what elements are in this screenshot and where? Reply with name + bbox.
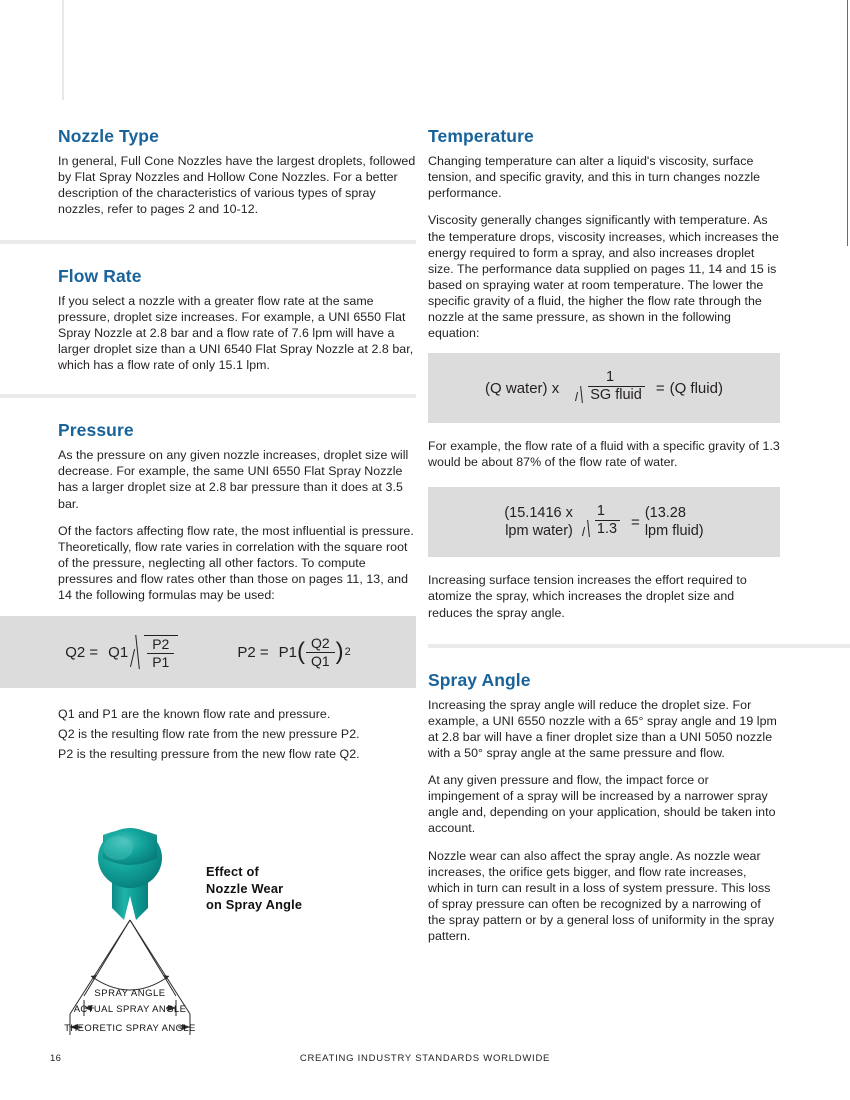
divider-above-flow-rate — [0, 240, 416, 244]
formula-q2-lhs: Q2 = — [65, 643, 99, 661]
lpm-example-formula-box — [428, 487, 780, 557]
section-spray-angle — [428, 670, 780, 944]
section-temperature — [428, 126, 780, 341]
nozzle-type-paragraph-1: In general, Full Cone Nozzles have the largest droplets, followed by Flat Spray Nozzles and Hollow Cone Nozzles. For a better description of the characteristics of various types of spray nozzles, refer to pages 2 and 10-12. — [58, 154, 416, 217]
pressure-paragraph-1: As the pressure on any given nozzle increases, droplet size will decrease. For example, the same UNI 6550 Flat Spray Nozzle has a larger droplet size at 2.8 bar pressure than it does at 3.5 bar. — [58, 448, 409, 511]
pressure-formula-box — [0, 616, 416, 688]
lpm-formula-denominator: 1.3 — [595, 520, 620, 537]
temperature-heading: Temperature — [428, 126, 534, 146]
formula-p2-lhs: P2 = — [237, 643, 269, 661]
sg-formula-numerator: 1 — [605, 368, 615, 385]
right-column — [428, 126, 780, 944]
flow-rate-heading: Flow Rate — [58, 265, 142, 286]
section-nozzle-type — [58, 126, 416, 218]
spray-angle-paragraph-3: Nozzle wear can also affect the spray angle. As nozzle wear increases, the orifice gets bigger, and flow rate increases, which in turn can result in a loss of system pressure. This loss of spray pressure can often be recognized by a narrowing of the spray pattern or by a general loss of uniformity in the spray pattern. — [428, 848, 775, 943]
lpm-formula-numerator: 1 — [596, 503, 605, 520]
actual-spray-angle-dimension — [74, 1000, 187, 1016]
sg-formula — [485, 370, 723, 406]
top-left-vertical-rule — [62, 0, 64, 100]
sg-formula-denominator: SG fluid — [588, 386, 645, 403]
radical-icon — [575, 386, 588, 403]
spray-cone-lines — [70, 920, 190, 1014]
after-lpm-formula-paragraph: Increasing surface tension increases the effort required to atomize the spray, which increases the droplet size and reduces the spray angle. — [428, 573, 747, 620]
formula-q2-numerator: P2 — [152, 636, 170, 653]
formula-p2-coefficient: P1 — [278, 643, 297, 661]
close-paren: ) — [335, 638, 344, 666]
lpm-formula-lhs-line-1: (15.1416 x — [504, 505, 573, 522]
label-theoretic-spray-angle: THEORETIC SPRAY ANGLE — [64, 1023, 196, 1034]
pressure-legend-line-1: Q1 and P1 are the known flow rate and pressure. — [58, 707, 331, 722]
nozzle-wear-diagram-svg — [58, 828, 398, 1040]
page-number: 16 — [50, 1053, 62, 1064]
lpm-formula-rhs-line-1: (13.28 — [644, 505, 686, 522]
spray-angle-paragraph-1: Increasing the spray angle will reduce the droplet size. For example, a UNI 6550 nozzle with a 65° spray angle and 19 lpm at 2.8 bar will have a finer droplet size than a UNI 5050 nozzle with a 50° spray angle at the same pressure and flow. — [428, 697, 777, 761]
formula-q2-coefficient: Q1 — [108, 643, 129, 661]
nozzle-type-heading: Nozzle Type — [58, 126, 159, 146]
label-spray-angle: SPRAY ANGLE — [94, 988, 166, 999]
formula-p2-exponent: 2 — [344, 646, 351, 659]
specific-gravity-formula-box — [428, 353, 780, 423]
pressure-legend-line-3: P2 is the resulting pressure from the new flow rate Q2. — [58, 747, 360, 762]
spray-angle-paragraph-2: At any given pressure and flow, the impact force or impingement of a spray will be increased by a narrower spray angle and, depending on your application, should be taken into account. — [428, 773, 776, 836]
radical-icon — [582, 520, 595, 537]
diagram-caption-line-3: on Spray Angle — [206, 897, 303, 912]
formula-q2-sqrt — [131, 635, 178, 669]
pressure-legend-line-2: Q2 is the resulting flow rate from the new pressure P2. — [58, 727, 360, 742]
temperature-paragraph-1: Changing temperature can alter a liquid's viscosity, surface tension, and specific gravity, and this in turn changes nozzle performance. — [428, 154, 761, 201]
pressure-heading: Pressure — [58, 420, 134, 441]
divider-above-pressure — [0, 394, 416, 398]
lpm-formula-lhs-line-2: lpm water) — [505, 523, 573, 540]
temperature-paragraph-2: Viscosity generally changes significantly with temperature. As the temperature drops, viscosity increases, which increases the energy required to form a spray, and also increases droplet size. The performance data supplied on pages 11, 14 and 15 is based on spraying water at room temperature. The lower the specific gravity of a fluid, the higher the flow rate through the nozzle at the same pressure, as shown in the following equation: — [428, 213, 779, 341]
lpm-formula-rhs-line-2: lpm fluid) — [644, 523, 704, 540]
label-actual-spray-angle: ACTUAL SPRAY ANGLE — [73, 1004, 187, 1015]
pressure-paragraph-2: Of the factors affecting flow rate, the most influential is pressure. Theoretically, flow rate varies in correlation with the square root of the pressure, neglecting all other factors. To compute pressures and flow rates other than those on pages 11, 13, and 14 the following formulas may be used: — [58, 523, 414, 602]
nozzle-body-icon — [98, 828, 162, 920]
divider-above-spray-angle — [428, 644, 850, 648]
flow-rate-paragraph-1: If you select a nozzle with a greater flow rate at the same pressure, droplet size increases. For example, a UNI 6550 Flat Spray Nozzle at 2.8 bar and a flow rate of 7.6 lpm will have a larger droplet size than a UNI 6540 Flat Spray Nozzle at 2.8 bar, which has a flow rate of only 15.1 lpm. — [58, 293, 414, 372]
nozzle-wear-diagram — [58, 828, 398, 1040]
section-pressure — [58, 420, 416, 603]
section-flow-rate — [58, 266, 416, 374]
left-column — [58, 126, 416, 762]
formula-q2-denominator: P1 — [147, 653, 174, 669]
footer-tagline: CREATING INDUSTRY STANDARDS WORLDWIDE — [299, 1053, 551, 1064]
lpm-formula-equals: = — [631, 513, 640, 531]
diagram-caption-line-1: Effect of — [206, 864, 259, 879]
formula-q2 — [65, 635, 179, 669]
sg-formula-equals: = — [655, 379, 665, 397]
diagram-caption — [206, 864, 302, 914]
lpm-formula — [504, 504, 703, 540]
formula-p2-numerator: Q2 — [310, 635, 330, 652]
diagram-caption-line-2: Nozzle Wear — [206, 880, 284, 896]
after-sg-formula-paragraph: For example, the flow rate of a fluid with a specific gravity of 1.3 would be about 87% of the flow rate of water. — [428, 439, 780, 470]
theoretic-spray-angle-dimension — [64, 1014, 196, 1035]
open-paren: ( — [296, 638, 305, 666]
page-footer — [0, 1053, 850, 1073]
sg-formula-rhs: (Q fluid) — [669, 379, 723, 397]
radical-icon — [131, 635, 144, 669]
formula-p2-denominator: Q1 — [306, 652, 335, 668]
sg-formula-lhs: (Q water) x — [485, 379, 560, 397]
spray-angle-heading: Spray Angle — [428, 669, 531, 690]
formula-p2 — [237, 636, 350, 668]
right-edge-vertical-rule — [847, 0, 848, 246]
